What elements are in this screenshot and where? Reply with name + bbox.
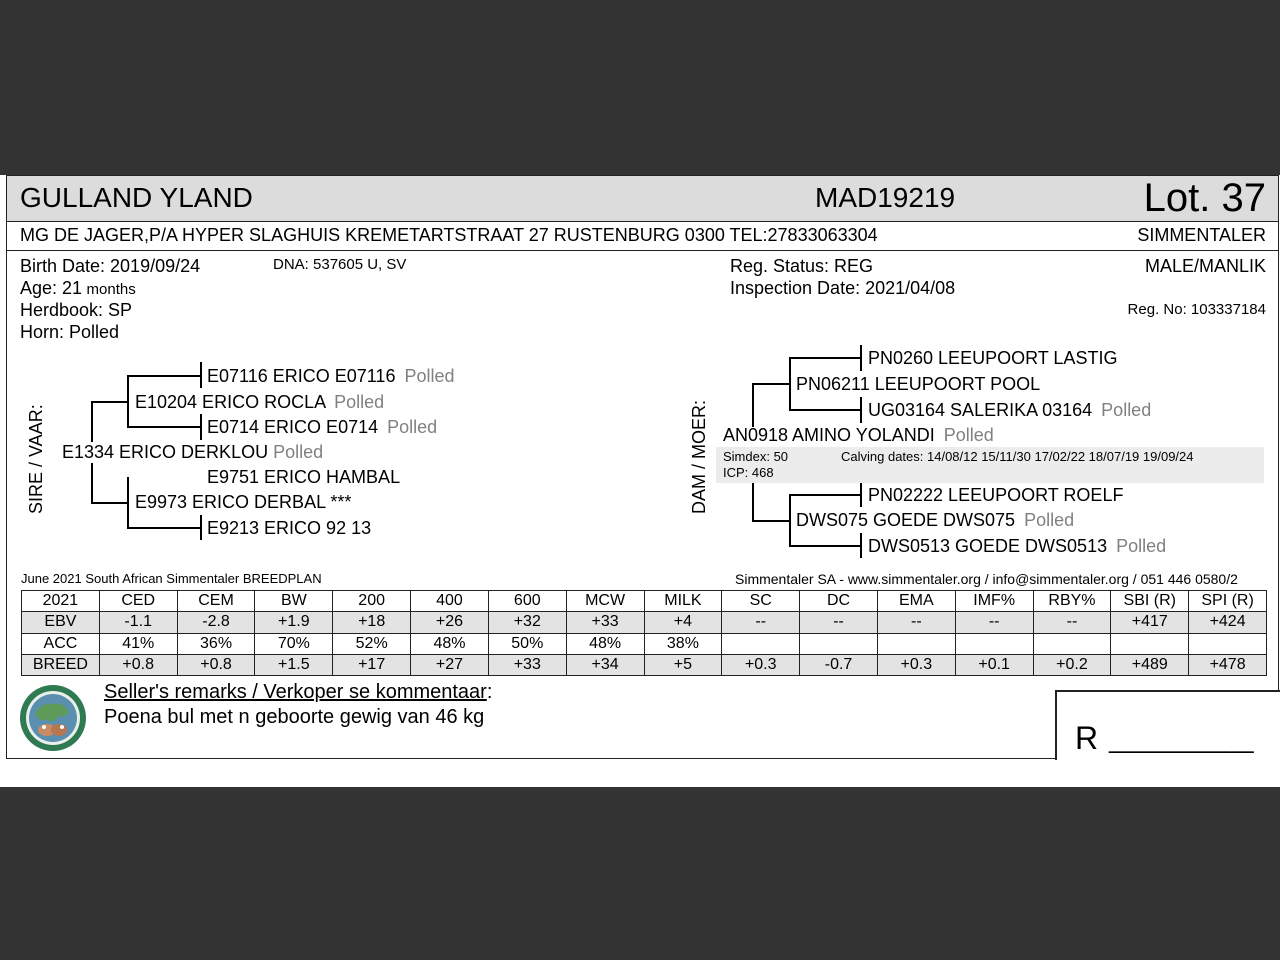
table-cell: RBY% [1033,591,1111,612]
pedigree-horn: Polled [334,392,385,412]
dam-line-t1 [860,345,862,371]
table-cell: -- [722,612,800,633]
sire-grandsire-dam [207,417,437,438]
dam-granddam [796,510,1074,531]
table-cell: 50% [488,633,566,654]
table-cell: CEM [177,591,255,612]
dam-grandsire-dam [868,400,1151,421]
pedigree-name: E10204 ERICO ROCLA [135,392,326,412]
dam-line-v1 [752,383,754,427]
table-cell: 36% [177,633,255,654]
sire-line-h1 [91,401,128,403]
table-cell: 2021 [22,591,100,612]
age [20,278,136,299]
dam-line-v2 [789,357,791,410]
table-cell: SC [722,591,800,612]
table-cell [955,633,1033,654]
dam-line-t4 [860,533,862,558]
dam-line-h5 [789,494,861,496]
table-cell: +33 [566,612,644,633]
table-cell: +4 [644,612,722,633]
dam-granddam-dam [868,536,1166,557]
table-cell [1033,633,1111,654]
simmentaler-logo-icon [19,684,87,752]
table-cell: 200 [333,591,411,612]
table-cell: SBI (R) [1111,591,1189,612]
pedigree-name: E07116 ERICO E07116 [207,366,396,386]
inspection-date: Inspection Date: 2021/04/08 [730,278,956,298]
breedplan-title: June 2021 South African Simmentaler BREEDPLAN [21,571,322,586]
pedigree-horn: Polled [273,442,324,462]
sire-grandsire-sire [207,366,455,387]
table-cell: 48% [566,633,644,654]
dam-grandsire-sire: PN0260 LEEUPOORT LASTIG [868,348,1118,368]
table-cell: -- [800,612,878,633]
table-cell: +1.5 [255,654,333,675]
table-cell: 70% [255,633,333,654]
table-cell: SPI (R) [1189,591,1267,612]
pedigree-name: E0714 ERICO E0714 [207,417,379,437]
table-cell: +18 [333,612,411,633]
dam [723,425,994,446]
table-cell: -0.7 [800,654,878,675]
sire-line-h5 [127,527,201,529]
table-cell: MCW [566,591,644,612]
table-cell: +417 [1111,612,1189,633]
table-cell: -- [877,612,955,633]
breed-name: SIMMENTALER [1137,225,1266,245]
table-cell: IMF% [955,591,1033,612]
sire-line-t1 [200,362,202,388]
pedigree-name: E1334 ERICO DERKLOU [62,442,269,462]
remarks-title: Seller's remarks / Verkoper se kommentaar [104,681,487,703]
sire-granddam: E9973 ERICO DERBAL *** [135,492,352,512]
table-cell: 38% [644,633,722,654]
sire-granddam-sire: E9751 ERICO HAMBAL [207,467,401,487]
table-cell: ACC [22,633,100,654]
table-cell: +489 [1111,654,1189,675]
table-cell: +17 [333,654,411,675]
table-cell [1111,633,1189,654]
dam-line-h2 [789,357,861,359]
dam-line-t2 [860,397,862,423]
pedigree-name: DWS075 GOEDE DWS075 [796,510,1016,530]
ebv-table [21,590,1267,676]
dam-line-h6 [789,545,861,547]
dam-line-t3 [860,483,862,507]
table-cell: 400 [411,591,489,612]
acc-row [22,633,1267,654]
table-cell: +0.8 [177,654,255,675]
table-cell: +0.8 [99,654,177,675]
table-cell: +478 [1189,654,1267,675]
table-cell: +33 [488,654,566,675]
table-cell: 48% [411,633,489,654]
table-cell: 52% [333,633,411,654]
table-cell: 600 [488,591,566,612]
pedigree-horn: Polled [387,417,438,437]
dam-granddam-sire: PN02222 LEEUPOORT ROELF [868,485,1124,505]
age-unit: months [86,281,136,298]
calving-dates: Calving dates: 14/08/12 15/11/30 17/02/22 18/07/19 19/09/24 [841,449,1194,464]
pedigree-name: DWS0513 GOEDE DWS0513 [868,536,1108,556]
reg-number: Reg. No: 103337184 [1127,301,1266,318]
simdex: Simdex: 50 [723,449,789,464]
sire-line-t2 [200,414,202,440]
table-cell: +5 [644,654,722,675]
ebv-row [22,612,1267,633]
table-cell: +424 [1189,612,1267,633]
sire-line-v2 [127,375,129,427]
remarks-text: Poena bul met n geboorte gewig van 46 kg [104,706,485,728]
table-cell: -- [955,612,1033,633]
sire-line-h3 [127,375,201,377]
currency-label: R [1075,720,1099,756]
dam-performance-box [716,447,1264,483]
owner-info: MG DE JAGER,P/A HYPER SLAGHUIS KREMETARTSTRAAT 27 RUSTENBURG 0300 TEL:27833063304 [20,225,878,245]
table-cell: +27 [411,654,489,675]
owner-bar [6,222,1279,251]
table-cell [722,633,800,654]
pedigree-horn: Polled [1101,400,1152,420]
table-cell: +34 [566,654,644,675]
dna-info: DNA: 537605 U, SV [273,256,407,273]
dam-line-v4 [789,494,791,546]
sire-granddam-dam: E9213 ERICO 92 13 [207,518,372,538]
sire-line-h2 [91,502,128,504]
table-cell: +32 [488,612,566,633]
dam-grandsire: PN06211 LEEUPOORT POOL [796,374,1041,394]
table-cell: -2.8 [177,612,255,633]
reg-code: MAD19219 [815,182,956,213]
dam-line-h1 [752,383,791,385]
table-cell: +26 [411,612,489,633]
sire-line-t3 [200,515,202,540]
table-cell: +0.3 [722,654,800,675]
table-cell: MILK [644,591,722,612]
breed-row [22,654,1267,675]
table-cell: EBV [22,612,100,633]
table-cell: BW [255,591,333,612]
remarks-title-line [104,681,492,704]
dam-line-h3 [789,409,861,411]
pedigree-horn: Polled [943,425,994,445]
pedigree-horn: Polled [1024,510,1075,530]
pedigree-horn: Polled [1116,536,1167,556]
remarks-colon: : [486,681,493,703]
table-cell: -1.1 [99,612,177,633]
dam-line-h4 [752,520,791,522]
table-cell: +1.9 [255,612,333,633]
sire-line-h4 [127,426,201,428]
price-box [1055,690,1280,760]
reg-status: Reg. Status: REG [730,256,874,276]
table-cell: +0.3 [877,654,955,675]
sire [62,442,323,463]
birth-date: Birth Date: 2019/09/24 [20,256,201,276]
table-cell: EMA [877,591,955,612]
age-label: Age: 21 [20,278,83,298]
sex: MALE/MANLIK [1144,256,1266,276]
table-cell: BREED [22,654,100,675]
table-cell: -- [1033,612,1111,633]
dam-line-v3 [752,483,754,521]
table-cell: DC [800,591,878,612]
table-cell: 41% [99,633,177,654]
table-cell [877,633,955,654]
table-cell [800,633,878,654]
icp: ICP: 468 [723,465,774,480]
animal-name: GULLAND YLAND [20,182,253,213]
sire-grandsire [135,392,384,413]
price-blank[interactable]: __________ [1109,724,1254,754]
lot-number: Lot. 37 [1143,176,1266,220]
breedplan-contact: Simmentaler SA - www.simmentaler.org / info@simmentaler.org / 051 446 0580/2 [735,571,1238,587]
table-cell: +0.1 [955,654,1033,675]
sire-side-label: SIRE / VAAR: [26,404,46,514]
sire-line-v3 [127,477,129,528]
title-bar [6,175,1279,222]
table-cell [1189,633,1267,654]
ebv-header-row [22,591,1267,612]
pedigree-name: AN0918 AMINO YOLANDI [723,425,935,445]
herdbook: Herdbook: SP [20,300,133,320]
table-cell: CED [99,591,177,612]
pedigree-horn: Polled [404,366,455,386]
table-cell: +0.2 [1033,654,1111,675]
pedigree-name: UG03164 SALERIKA 03164 [868,400,1093,420]
horn-status: Horn: Polled [20,322,120,342]
dam-side-label: DAM / MOER: [689,399,709,514]
